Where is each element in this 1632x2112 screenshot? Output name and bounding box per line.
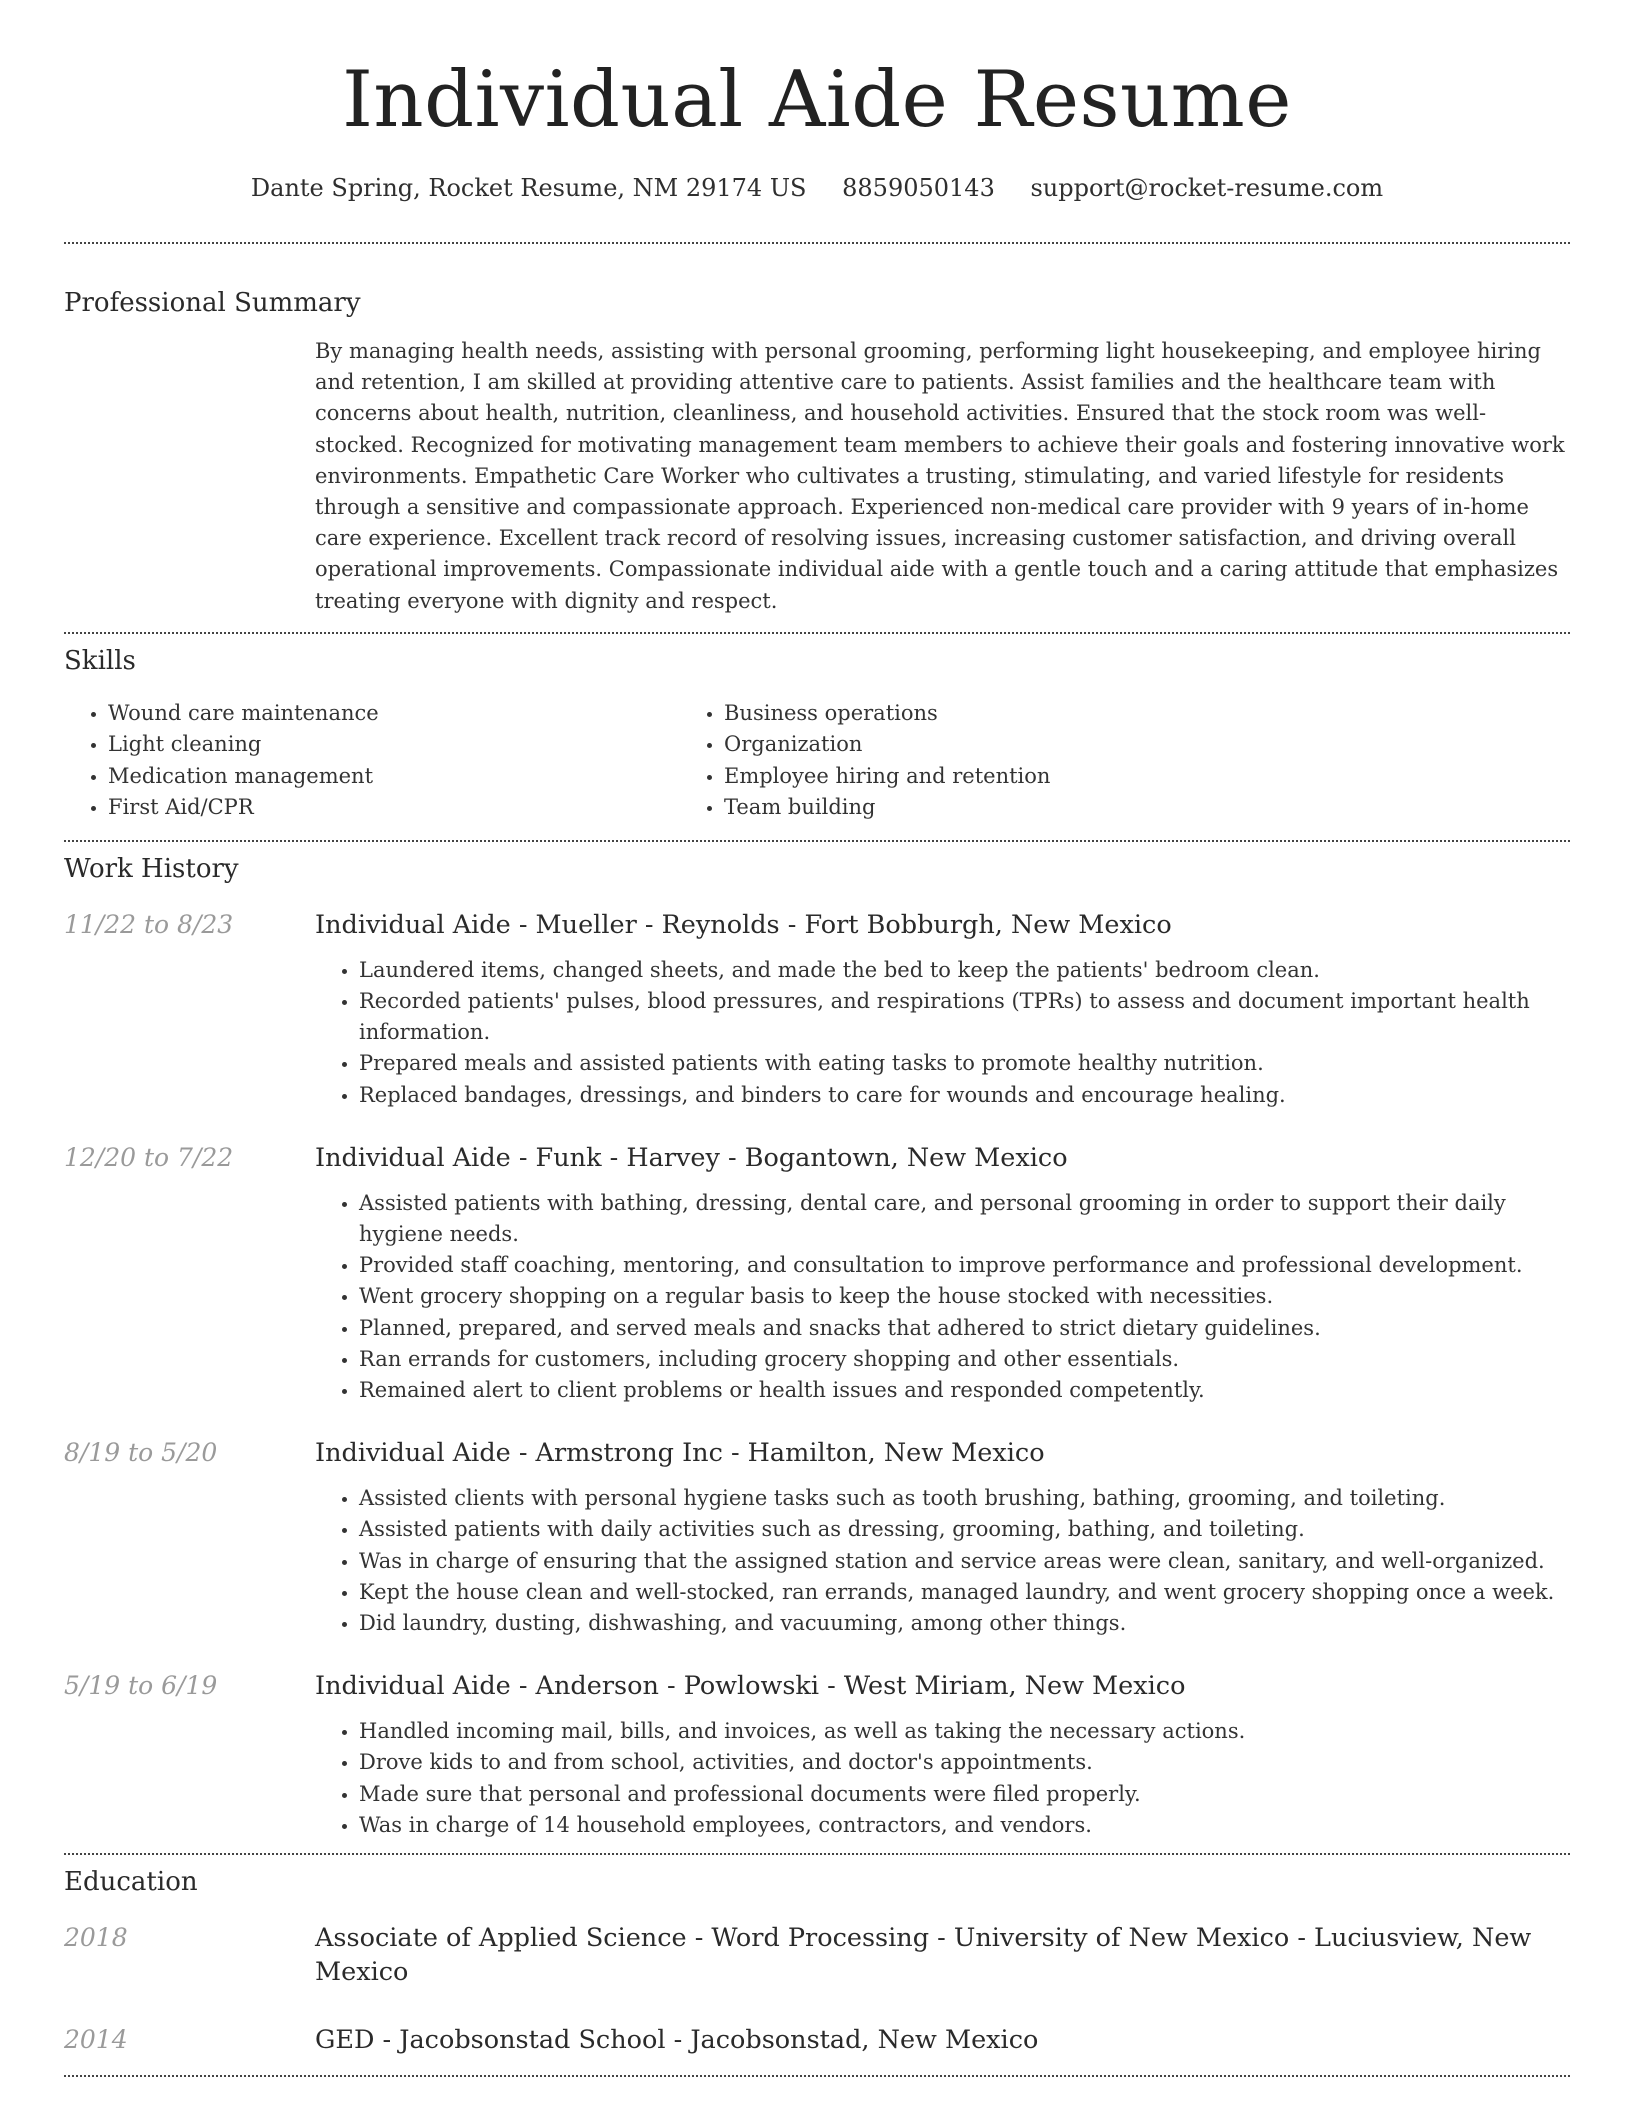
job-duty-item: • Remained alert to client problems or health issues and responded competently. xyxy=(359,1375,1570,1406)
contact-phone: 8859050143 xyxy=(842,174,995,202)
education-date: 2018 xyxy=(64,1923,128,1953)
contact-email: support@rocket-resume.com xyxy=(1030,174,1384,202)
job-header xyxy=(64,908,1570,942)
education-date: 2014 xyxy=(64,2025,128,2055)
job-duty-item: • Assisted patients with bathing, dressing, dental care, and personal grooming in order to support their daily hygiene needs. xyxy=(359,1188,1570,1250)
job-duty-item: • Handled incoming mail, bills, and invoices, as well as taking the necessary actions. xyxy=(359,1716,1570,1747)
summary-block xyxy=(315,336,1570,617)
divider xyxy=(64,840,1570,842)
job-entry xyxy=(64,908,1570,1111)
divider xyxy=(64,632,1570,634)
skill-item: • Employee hiring and retention xyxy=(724,761,1296,793)
job-duties xyxy=(64,955,1570,1111)
job-date: 8/19 to 5/20 xyxy=(64,1438,218,1468)
job-duties xyxy=(64,1483,1570,1639)
job-duty-item: • Went grocery shopping on a regular basis to keep the house stocked with necessities. xyxy=(359,1281,1570,1312)
education-entry xyxy=(64,2023,1570,2057)
job-duty-item: • Ran errands for customers, including grocery shopping and other essentials. xyxy=(359,1344,1570,1375)
job-date: 11/22 to 8/23 xyxy=(64,909,234,939)
resume-page xyxy=(64,0,1570,2077)
job-entry xyxy=(64,1436,1570,1639)
job-duty-item: • Replaced bandages, dressings, and binders to care for wounds and encourage healing. xyxy=(359,1080,1570,1111)
job-duty-item: • Made sure that personal and professional documents were filed properly. xyxy=(359,1779,1570,1810)
job-header xyxy=(64,1669,1570,1703)
job-title: Individual Aide - Anderson - Powlowski - West Miriam, New Mexico xyxy=(315,1671,1186,1702)
work-history-list xyxy=(64,908,1570,1841)
skills-list xyxy=(64,698,1570,824)
section-title-work-history: Work History xyxy=(64,853,239,884)
job-date: 5/19 to 6/19 xyxy=(64,1671,218,1701)
job-duty-item: • Planned, prepared, and served meals and snacks that adhered to strict dietary guidelines. xyxy=(359,1313,1570,1344)
job-date: 12/20 to 7/22 xyxy=(64,1142,234,1172)
divider xyxy=(64,1853,1570,1855)
job-duty-item: • Was in charge of ensuring that the assigned station and service areas were clean, sanitary, and well-organized. xyxy=(359,1546,1570,1577)
contact-line xyxy=(64,172,1570,204)
job-duty-item: • Kept the house clean and well-stocked, ran errands, managed laundry, and went grocery shopping once a week. xyxy=(359,1577,1570,1608)
skills-column-left xyxy=(64,698,680,824)
education-title: Associate of Applied Science - Word Processing - University of New Mexico - Luciusview, New Mexico xyxy=(315,1923,1532,1988)
section-title-education: Education xyxy=(64,1867,198,1898)
job-duty-item: • Laundered items, changed sheets, and made the bed to keep the patients' bedroom clean. xyxy=(359,955,1570,986)
job-duty-item: • Drove kids to and from school, activities, and doctor's appointments. xyxy=(359,1747,1570,1778)
summary-text: By managing health needs, assisting with personal grooming, performing light housekeeping, and employee hiring and retention, I am skilled at providing attentive care to patients. Assist families and the healthcare team with concerns about health, nutrition, cleanliness, and household activities. Ensured that the stock room was well-stocked. Recognized for motivating management team members to achieve their goals and fostering innovative work environments. Empathetic Care Worker who cultivates a trusting, stimulating, and varied lifestyle for residents through a sensitive and compassionate approach. Experienced non-medical care provider with 9 years of in-home care experience. Excellent track record of resolving issues, increasing customer satisfaction, and driving overall operational improvements. Compassionate individual aide with a gentle touch and a caring attitude that emphasizes treating everyone with dignity and respect. xyxy=(315,339,1565,613)
job-entry xyxy=(64,1141,1570,1406)
job-header xyxy=(64,1436,1570,1470)
job-title: Individual Aide - Funk - Harvey - Bogantown, New Mexico xyxy=(315,1142,1068,1173)
job-duty-item: • Did laundry, dusting, dishwashing, and vacuuming, among other things. xyxy=(359,1608,1570,1639)
job-duties xyxy=(64,1188,1570,1406)
job-entry xyxy=(64,1669,1570,1841)
skill-item: • Team building xyxy=(724,792,1296,824)
page-title: Individual Aide Resume xyxy=(342,55,1292,145)
education-title: GED - Jacobsonstad School - Jacobsonstad, New Mexico xyxy=(315,2025,1039,2056)
section-title-summary: Professional Summary xyxy=(64,288,361,318)
education-entry xyxy=(64,1921,1570,1989)
job-duty-item: • Recorded patients' pulses, blood pressures, and respirations (TPRs) to assess and document important health information. xyxy=(359,986,1570,1048)
job-title: Individual Aide - Armstrong Inc - Hamilton, New Mexico xyxy=(315,1438,1045,1469)
skill-item: • Wound care maintenance xyxy=(108,698,680,730)
job-duty-item: • Was in charge of 14 household employees, contractors, and vendors. xyxy=(359,1810,1570,1841)
education-list xyxy=(64,1921,1570,2057)
skill-item: • Organization xyxy=(724,729,1296,761)
skill-item: • Light cleaning xyxy=(108,729,680,761)
job-header xyxy=(64,1141,1570,1175)
job-duty-item: • Provided staff coaching, mentoring, and consultation to improve performance and professional development. xyxy=(359,1250,1570,1281)
job-title: Individual Aide - Mueller - Reynolds - Fort Bobburgh, New Mexico xyxy=(315,909,1172,940)
contact-address: Dante Spring, Rocket Resume, NM 29174 US xyxy=(250,174,807,202)
job-duties xyxy=(64,1716,1570,1841)
skills-column-right xyxy=(680,698,1296,824)
job-duty-item: • Assisted patients with daily activities such as dressing, grooming, bathing, and toileting. xyxy=(359,1514,1570,1545)
divider xyxy=(64,2075,1570,2077)
job-duty-item: • Assisted clients with personal hygiene tasks such as tooth brushing, bathing, grooming, and toileting. xyxy=(359,1483,1570,1514)
job-duty-item: • Prepared meals and assisted patients with eating tasks to promote healthy nutrition. xyxy=(359,1048,1570,1079)
skill-item: • Medication management xyxy=(108,761,680,793)
section-title-skills: Skills xyxy=(64,645,136,676)
divider xyxy=(64,242,1570,244)
skill-item: • First Aid/CPR xyxy=(108,792,680,824)
skill-item: • Business operations xyxy=(724,698,1296,730)
